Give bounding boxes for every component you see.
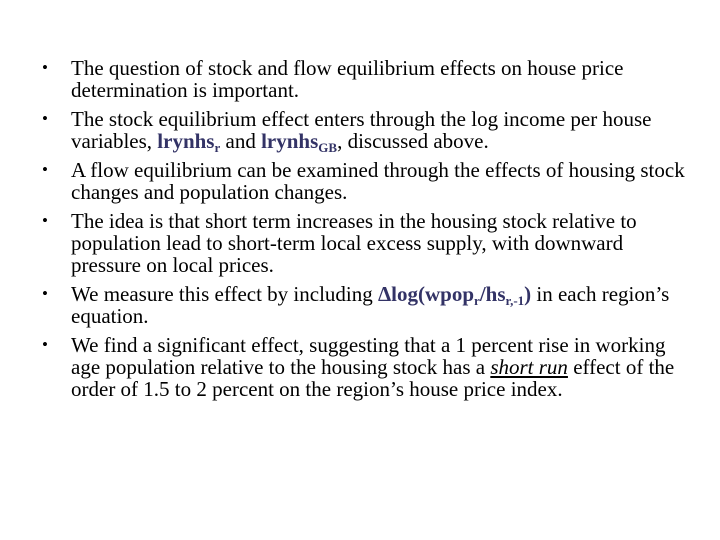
variable-name: lrynhs	[157, 129, 215, 153]
variable-subscript: r	[474, 293, 480, 308]
bullet-item	[42, 57, 692, 101]
variable-name: lrynhs	[261, 129, 319, 153]
variable-name: )	[524, 282, 532, 306]
variable-name: Δlog(wpop	[378, 282, 475, 306]
bullet-item	[42, 210, 692, 276]
emphasis-short-run: short run	[490, 355, 568, 379]
variable-dlog-wpop-hs	[378, 282, 531, 306]
bullet-text: effect of the order of 1.5 to 2 percent on the region’s house price index.	[71, 355, 675, 401]
bullet-text: A flow equilibrium can be examined through the effects of housing stock changes and population changes.	[71, 158, 685, 204]
bullet-item	[42, 107, 692, 155]
bullet-text: in each region’s equation.	[71, 282, 670, 328]
bullet-text: We measure this effect by including	[71, 282, 378, 306]
variable-name: /hs	[479, 282, 506, 306]
bullet-text: The stock equilibrium effect enters through the log income per house variables,	[71, 107, 652, 153]
bullet-text: We find a significant effect, suggesting that a 1 percent rise in working age population relative to the housing stock has a	[71, 333, 666, 379]
variable-subscript: r	[214, 140, 221, 155]
bullet-item	[42, 159, 692, 203]
variable-subscript: GB	[318, 140, 338, 155]
bullet-text: , discussed above.	[337, 129, 489, 153]
bullet-item	[42, 283, 692, 327]
variable-subscript: r,-1	[505, 293, 525, 308]
variable-lrynhs-r	[157, 129, 220, 153]
bullet-text: The question of stock and flow equilibrium effects on house price determination is important.	[71, 56, 624, 102]
bullet-list	[42, 57, 692, 407]
variable-lrynhs-gb	[261, 129, 337, 153]
bullet-item	[42, 334, 692, 400]
bullet-text: and	[220, 129, 262, 153]
bullet-text: The idea is that short term increases in the housing stock relative to population lead to short-term local excess supply, with downward pressure on local prices.	[71, 209, 637, 277]
